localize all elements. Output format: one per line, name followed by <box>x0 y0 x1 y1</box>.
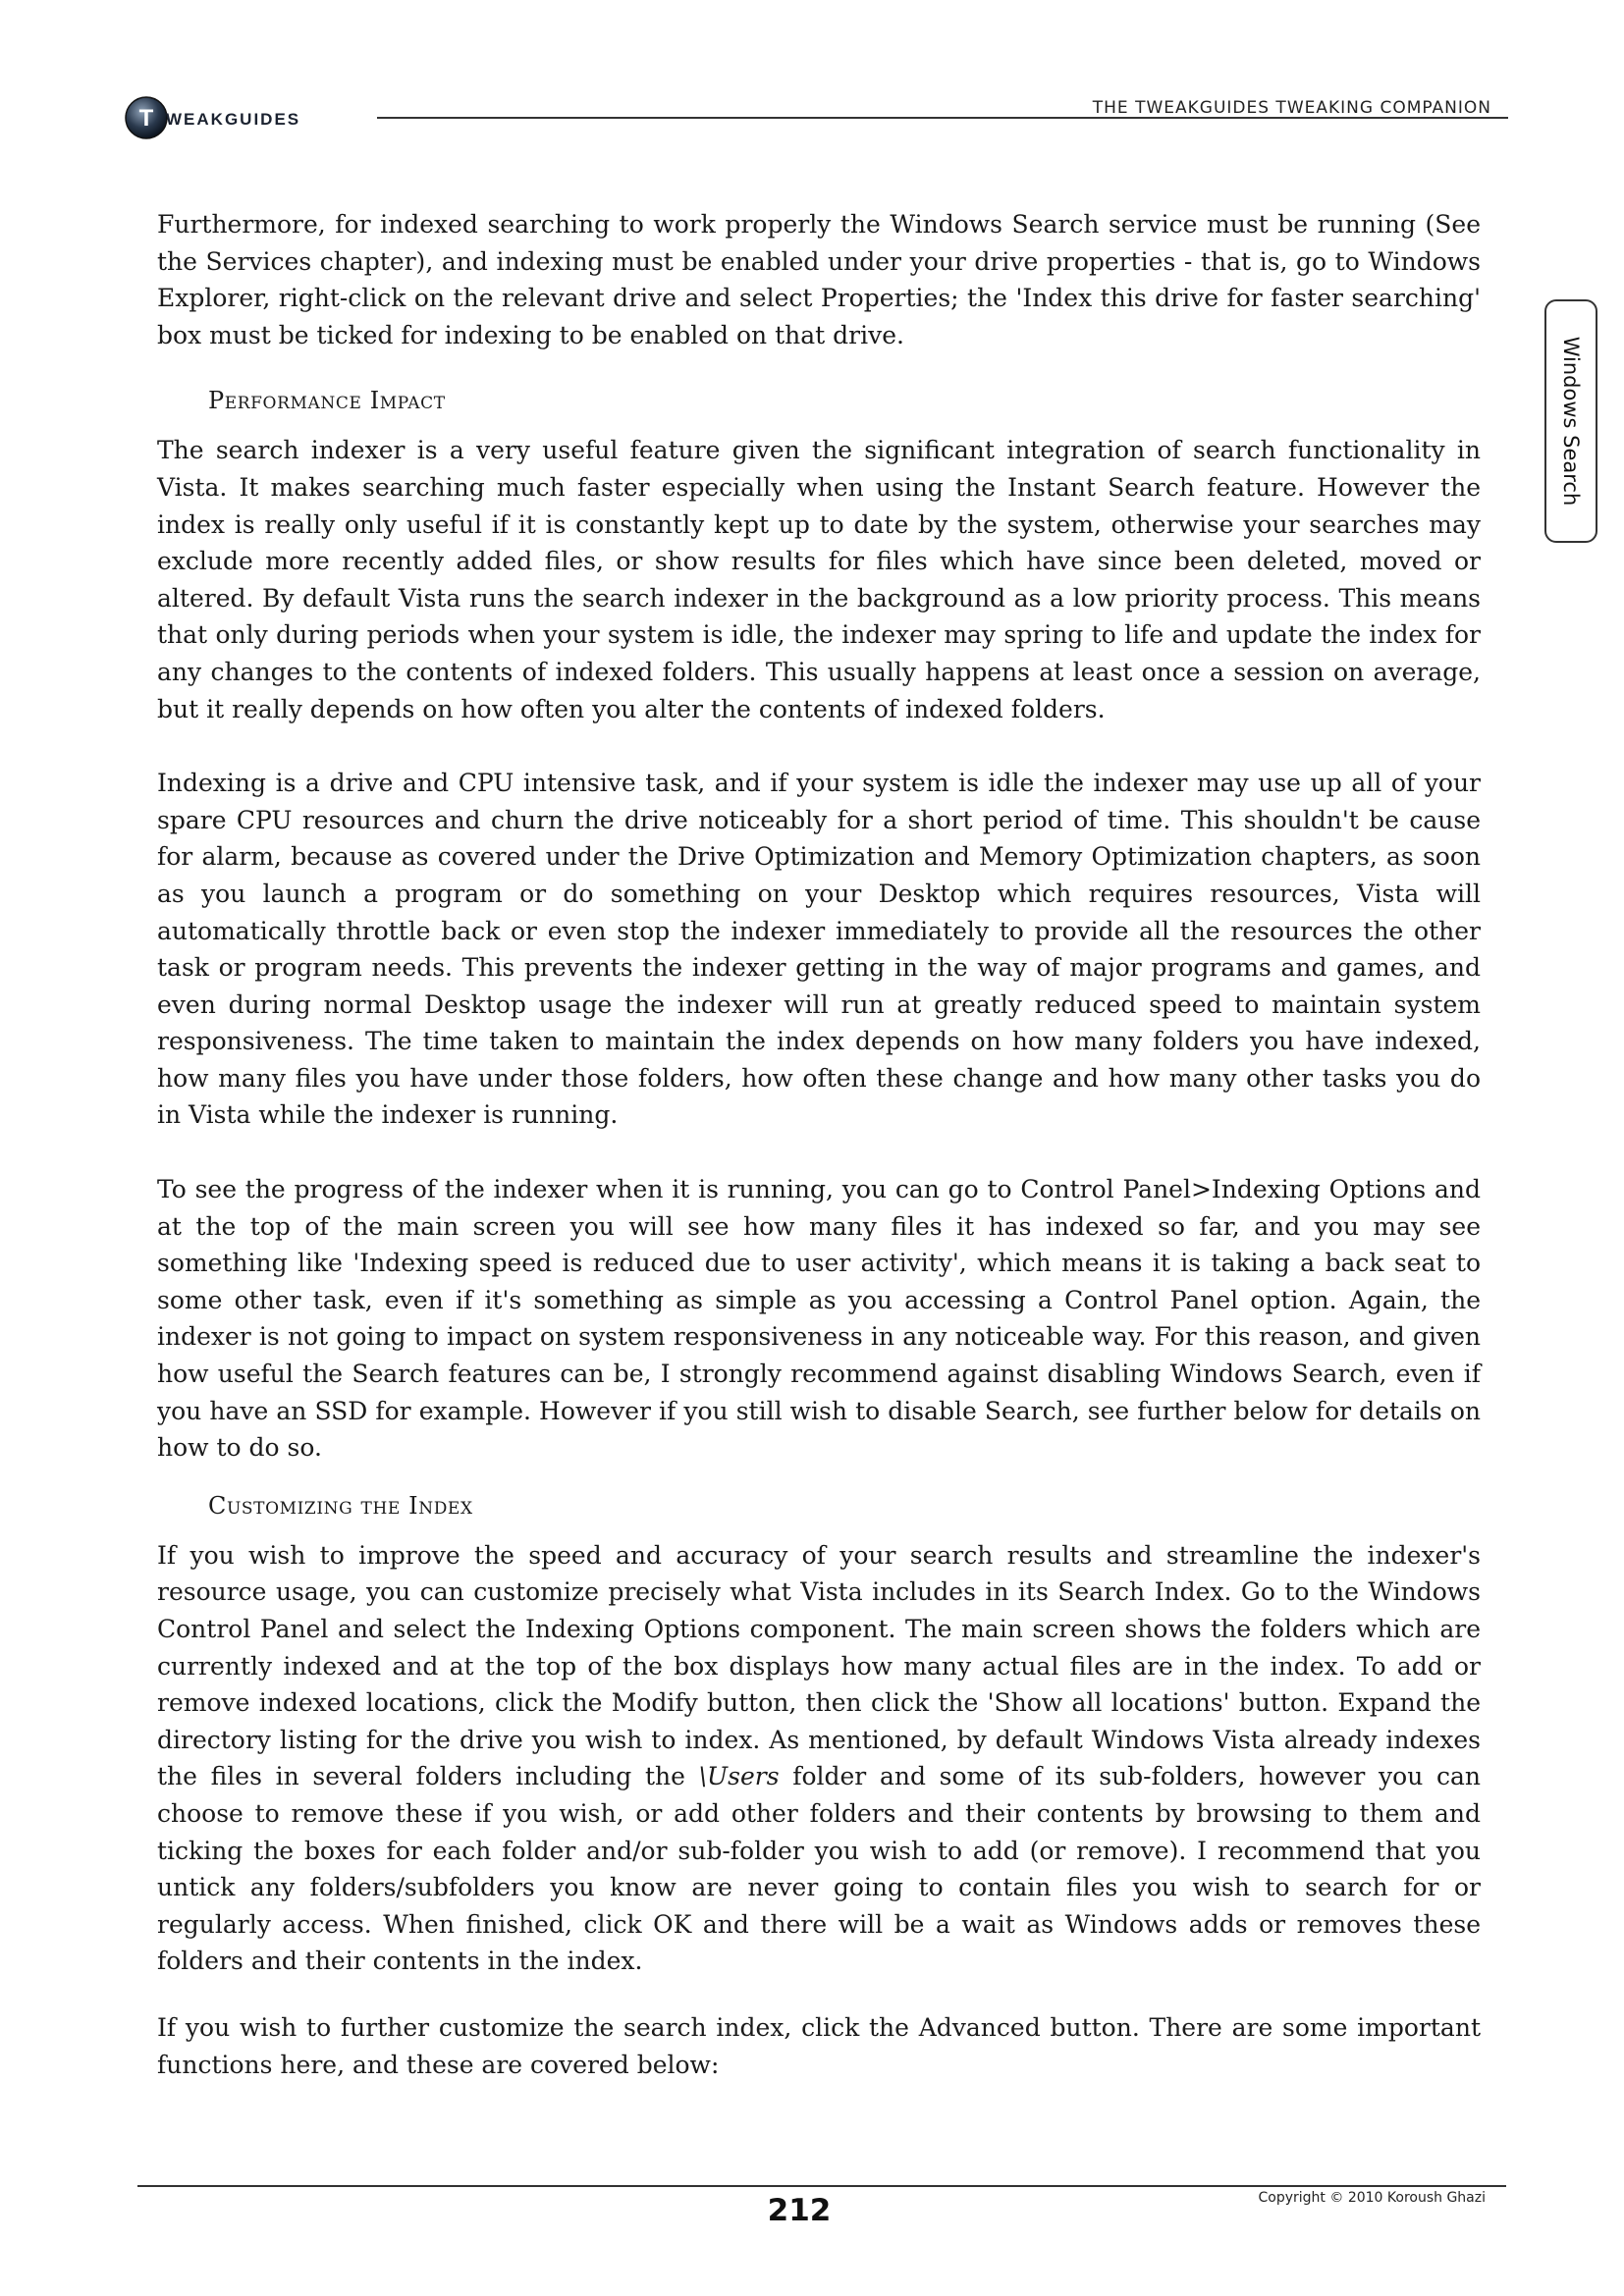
paragraph: Furthermore, for indexed searching to work properly the Windows Search service must be running (See the Services chapter), and indexing must be enabled under your drive properties - that is, go to Windows Explorer, right-click on the relevant drive and select Properties; the 'Index this drive for faster searching' box must be ticked for indexing to be enabled on that drive. <box>157 210 1481 349</box>
paragraph: The search indexer is a very useful feature given the significant integration of search functionality in Vista. It makes searching much faster especially when using the Instant Search feature. However the index is really only useful if it is constantly kept up to date by the system, otherwise your searches may exclude more recently added files, or show results for files which have since been deleted, moved or altered. By default Vista runs the search indexer in the background as a low priority process. This means that only during periods when your system is idle, the indexer may spring to life and update the index for any changes to the contents of indexed folders. This usually happens at least once a session on average, but it really depends on how often you alter the contents of indexed folders. <box>157 436 1481 723</box>
body-content <box>157 206 1481 2120</box>
paragraph <box>157 1537 1481 1980</box>
running-header-title: THE TWEAKGUIDES TWEAKING COMPANION <box>1092 98 1491 118</box>
paragraph-text: If you wish to improve the speed and accuracy of your search results and streamline the indexer's resource usage, you can customize precisely what Vista includes in its Search Index. Go to the Windows Control Panel and select the Indexing Options component. The main screen shows the folders which are currently indexed and at the top of the box displays how many actual files are in the index. To add or remove indexed locations, click the Modify button, then click the 'Show all locations' button. Expand the directory listing for the drive you wish to index. As mentioned, by default Windows Vista already indexes the files in several folders including the <box>157 1540 1481 1791</box>
folder-path: \Users <box>698 1762 780 1791</box>
section-heading-performance-impact: Performance Impact <box>208 387 446 415</box>
paragraph: To see the progress of the indexer when it is running, you can go to Control Panel>Indexing Options and at the top of the main screen you will see how many files it has indexed so far, and you may see something like 'Indexing speed is reduced due to user activity', which means it is taking a back seat to some other task, even if it's something as simple as you accessing a Control Panel option. Again, the indexer is not going to impact on system responsiveness in any noticeable way. For this reason, and given how useful the Search features can be, I strongly recommend against disabling Windows Search, even if you have an SSD for example. However if you still wish to disable Search, see further below for details on how to do so. <box>157 1175 1481 1463</box>
chapter-side-tab-label: Windows Search <box>1559 336 1583 507</box>
footer-rule <box>137 2185 1506 2187</box>
chapter-side-tab <box>1544 299 1597 543</box>
copyright-notice: Copyright © 2010 Koroush Ghazi <box>1258 2190 1486 2206</box>
paragraph: If you wish to further customize the search index, click the Advanced button. There are some important functions here, and these are covered below: <box>157 2012 1481 2079</box>
svg-text:T: T <box>138 105 154 132</box>
svg-text:WEAKGUIDES: WEAKGUIDES <box>166 110 301 129</box>
page-number: 212 <box>767 2193 832 2228</box>
tweakguides-logo <box>125 92 370 143</box>
section-heading-customizing-the-index: Customizing the Index <box>208 1491 473 1520</box>
paragraph-text: folder and some of its sub-folders, however you can choose to remove these if you wish, or add other folders and their contents by browsing to them and ticking the boxes for each folder and/or sub-folder you wish to add (or remove). I recommend that you untick any folders/subfolders you know are never going to contain files you wish to search for or regularly access. When finished, click OK and there will be a wait as Windows adds or removes these folders and their contents in the index. <box>157 1762 1481 1976</box>
paragraph: Indexing is a drive and CPU intensive task, and if your system is idle the indexer may use up all of your spare CPU resources and churn the drive noticeably for a short period of time. This shouldn't be cause for alarm, because as covered under the Drive Optimization and Memory Optimization chapters, as soon as you launch a program or do something on your Desktop which requires resources, Vista will automatically throttle back or even stop the indexer immediately to provide all the resources the other task or program needs. This prevents the indexer getting in the way of major programs and games, and even during normal Desktop usage the indexer will run at greatly reduced speed to maintain system responsiveness. The time taken to maintain the index depends on how many folders you have indexed, how many files you have under those folders, how often these change and how many other tasks you do in Vista while the indexer is running. <box>157 769 1481 1130</box>
